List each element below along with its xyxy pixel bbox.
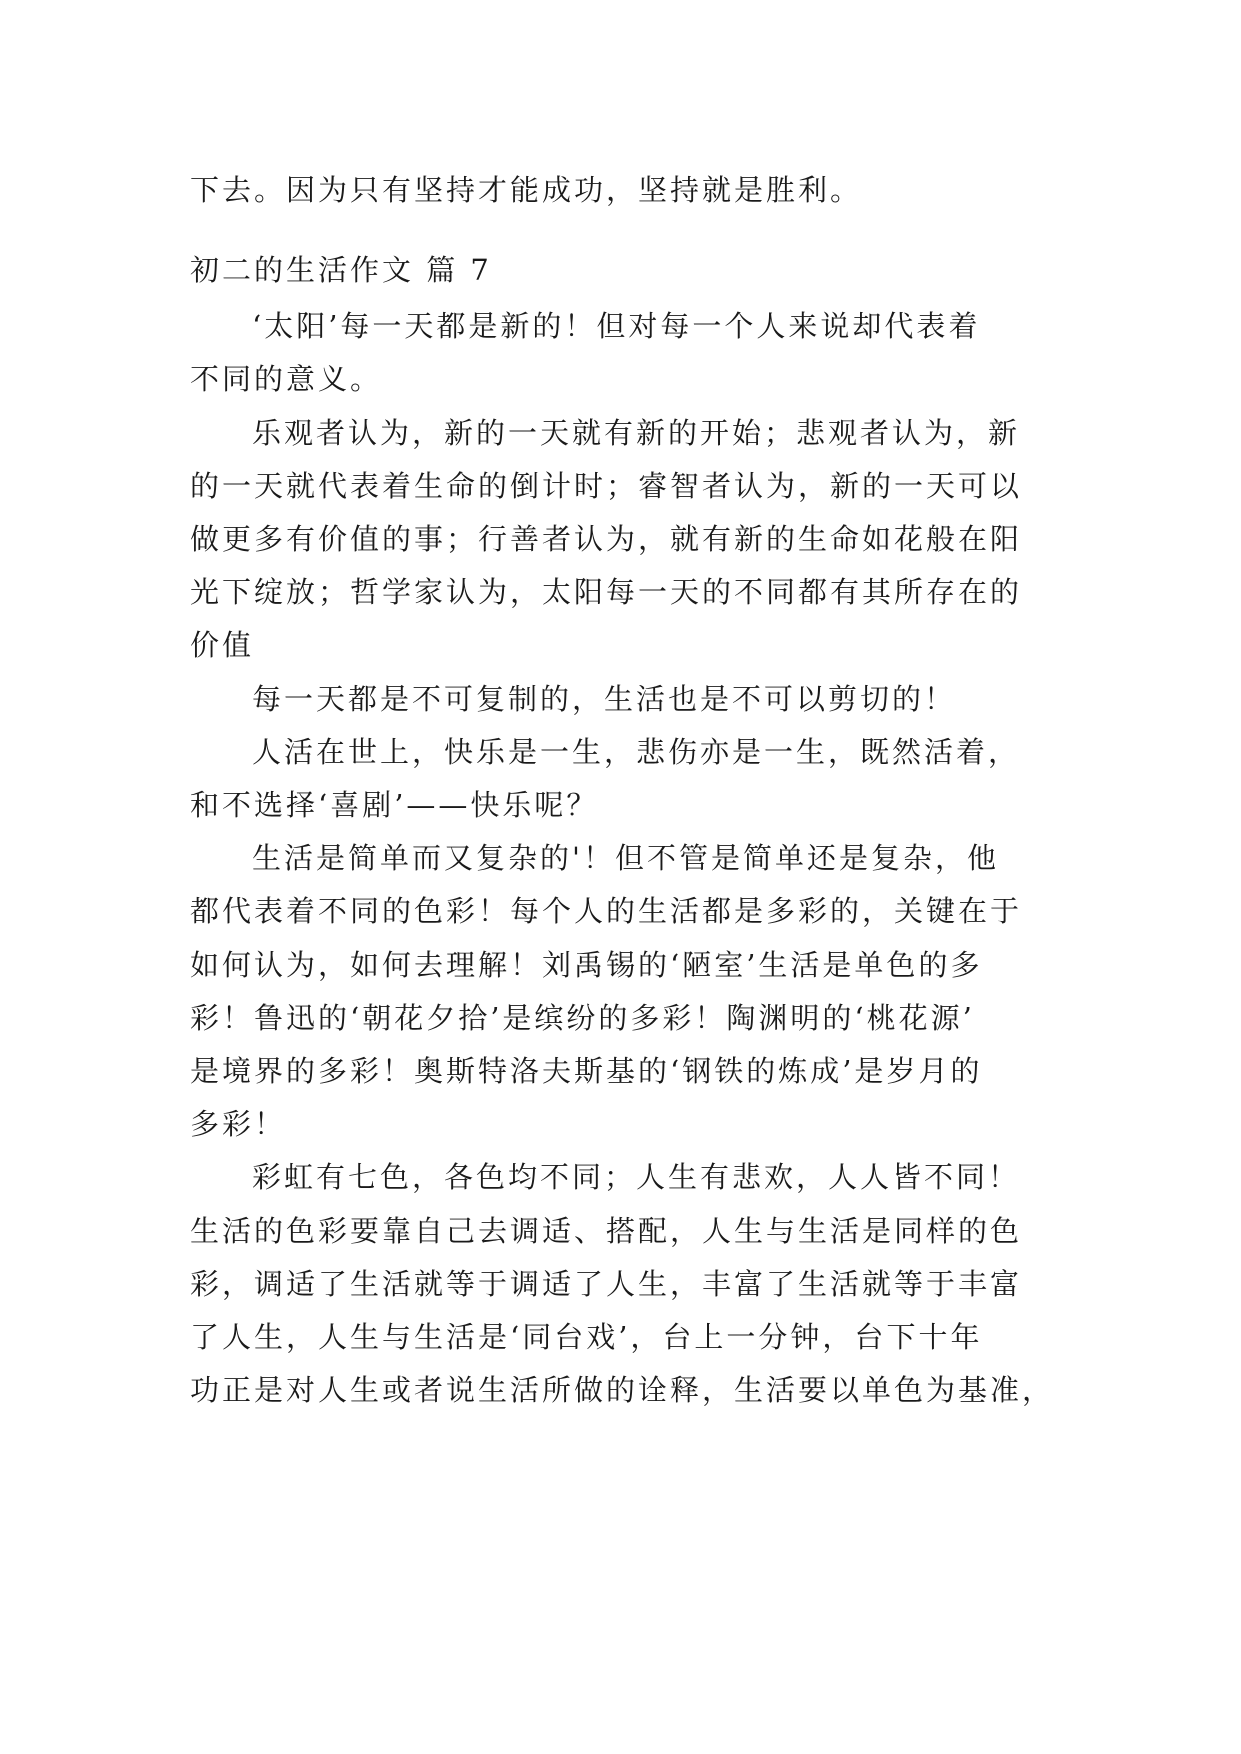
text-line: ‘太阳’每一天都是新的！但对每一个人来说却代表着 xyxy=(252,309,981,343)
text-line: 人活在世上，快乐是一生，悲伤亦是一生，既然活着， xyxy=(252,735,1021,769)
text-line: 乐观者认为，新的一天就有新的开始；悲观者认为，新 xyxy=(252,416,1021,450)
text-line: 了人生，人生与生活是‘同台戏’，台上一分钟，台下十年 xyxy=(190,1320,983,1354)
text-line: 价值 xyxy=(190,628,255,662)
text-line: 光下绽放；哲学家认为，太阳每一天的不同都有其所存在的 xyxy=(190,575,1023,609)
text-line: 多彩！ xyxy=(190,1107,287,1141)
text-line: 下去。因为只有坚持才能成功，坚持就是胜利。 xyxy=(190,173,863,207)
text-line: 功正是对人生或者说生活所做的诠释，生活要以单色为基准， xyxy=(190,1373,1055,1407)
text-line: 彩！鲁迅的‘朝花夕拾’是缤纷的多彩！陶渊明的‘桃花源’ xyxy=(190,1001,975,1035)
text-line: 生活是简单而又复杂的'！但不管是简单还是复杂，他 xyxy=(252,841,999,875)
text-line: 是境界的多彩！奥斯特洛夫斯基的‘钢铁的炼成’是岁月的 xyxy=(190,1054,983,1088)
text-line: 和不选择‘喜剧’——快乐呢？ xyxy=(190,788,599,822)
text-line: 的一天就代表着生命的倒计时；睿智者认为，新的一天可以 xyxy=(190,469,1023,503)
text-line: 每一天都是不可复制的，生活也是不可以剪切的！ xyxy=(252,682,957,716)
text-line: 生活的色彩要靠自己去调适、搭配，人生与生活是同样的色 xyxy=(190,1214,1023,1248)
text-line: 做更多有价值的事；行善者认为，就有新的生命如花般在阳 xyxy=(190,522,1023,556)
text-line: 都代表着不同的色彩！每个人的生活都是多彩的，关键在于 xyxy=(190,894,1023,928)
text-line: 彩，调适了生活就等于调适了人生，丰富了生活就等于丰富 xyxy=(190,1267,1023,1301)
text-line: 不同的意义。 xyxy=(190,362,383,396)
text-line: 如何认为，如何去理解！刘禹锡的‘陋室’生活是单色的多 xyxy=(190,948,983,982)
text-line: 彩虹有七色，各色均不同；人生有悲欢，人人皆不同！ xyxy=(252,1160,1021,1194)
section-heading: 初二的生活作文 篇 7 xyxy=(190,253,492,287)
